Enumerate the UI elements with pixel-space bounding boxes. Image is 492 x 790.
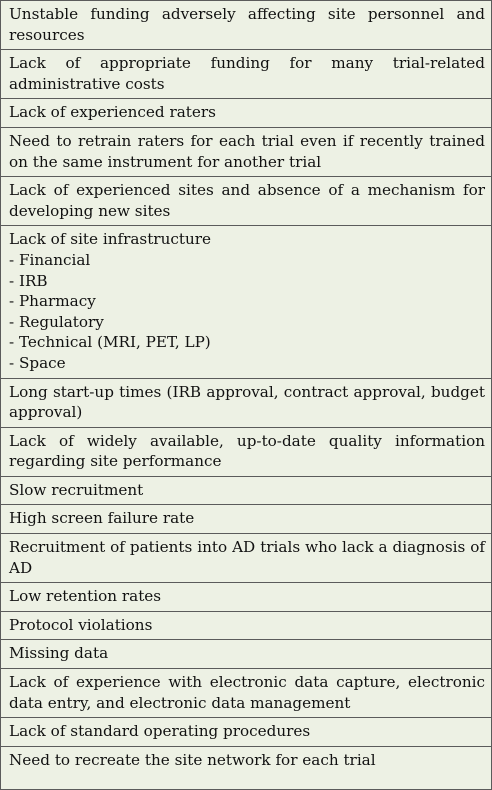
table-row: Lack of experienced sites and absence of a mechanism for developing new sites (1, 177, 491, 226)
table-row: Need to retrain raters for each trial even if recently trained on the same instrument for another trial (1, 128, 491, 177)
table-row: Need to recreate the site network for each trial (9, 750, 376, 769)
infrastructure-item: - Technical (MRI, PET, LP) (9, 333, 211, 352)
table-row-infrastructure (1, 226, 491, 378)
table-row: Unstable funding adversely affecting site personnel and resources (1, 1, 491, 50)
table-row: Lack of appropriate funding for many trial-related administrative costs (1, 50, 491, 99)
table-row: Long start-up times (IRB approval, contract approval, budget approval) (1, 379, 491, 428)
table-row: Lack of widely available, up-to-date quality information regarding site performance (1, 428, 491, 477)
infrastructure-item: - Financial (9, 250, 91, 269)
table-row: Lack of experience with electronic data capture, electronic data entry, and electronic data management (1, 669, 491, 718)
infrastructure-item: - Regulatory (9, 312, 104, 331)
infrastructure-item: - Pharmacy (9, 292, 96, 311)
table-row: Recruitment of patients into AD trials who lack a diagnosis of AD (1, 534, 491, 583)
table-row: Protocol violations (1, 612, 491, 641)
table-row: High screen failure rate (1, 505, 491, 534)
infrastructure-title: Lack of site infrastructure (9, 230, 211, 249)
table-row: Lack of experienced raters (1, 99, 491, 128)
table-row: Missing data (1, 640, 491, 669)
infrastructure-item: - IRB (9, 271, 48, 290)
table-row: Low retention rates (1, 583, 491, 612)
infrastructure-item: - Space (9, 353, 66, 372)
table-row: Lack of standard operating procedures (1, 718, 491, 747)
table-row: Slow recruitment (1, 477, 491, 506)
